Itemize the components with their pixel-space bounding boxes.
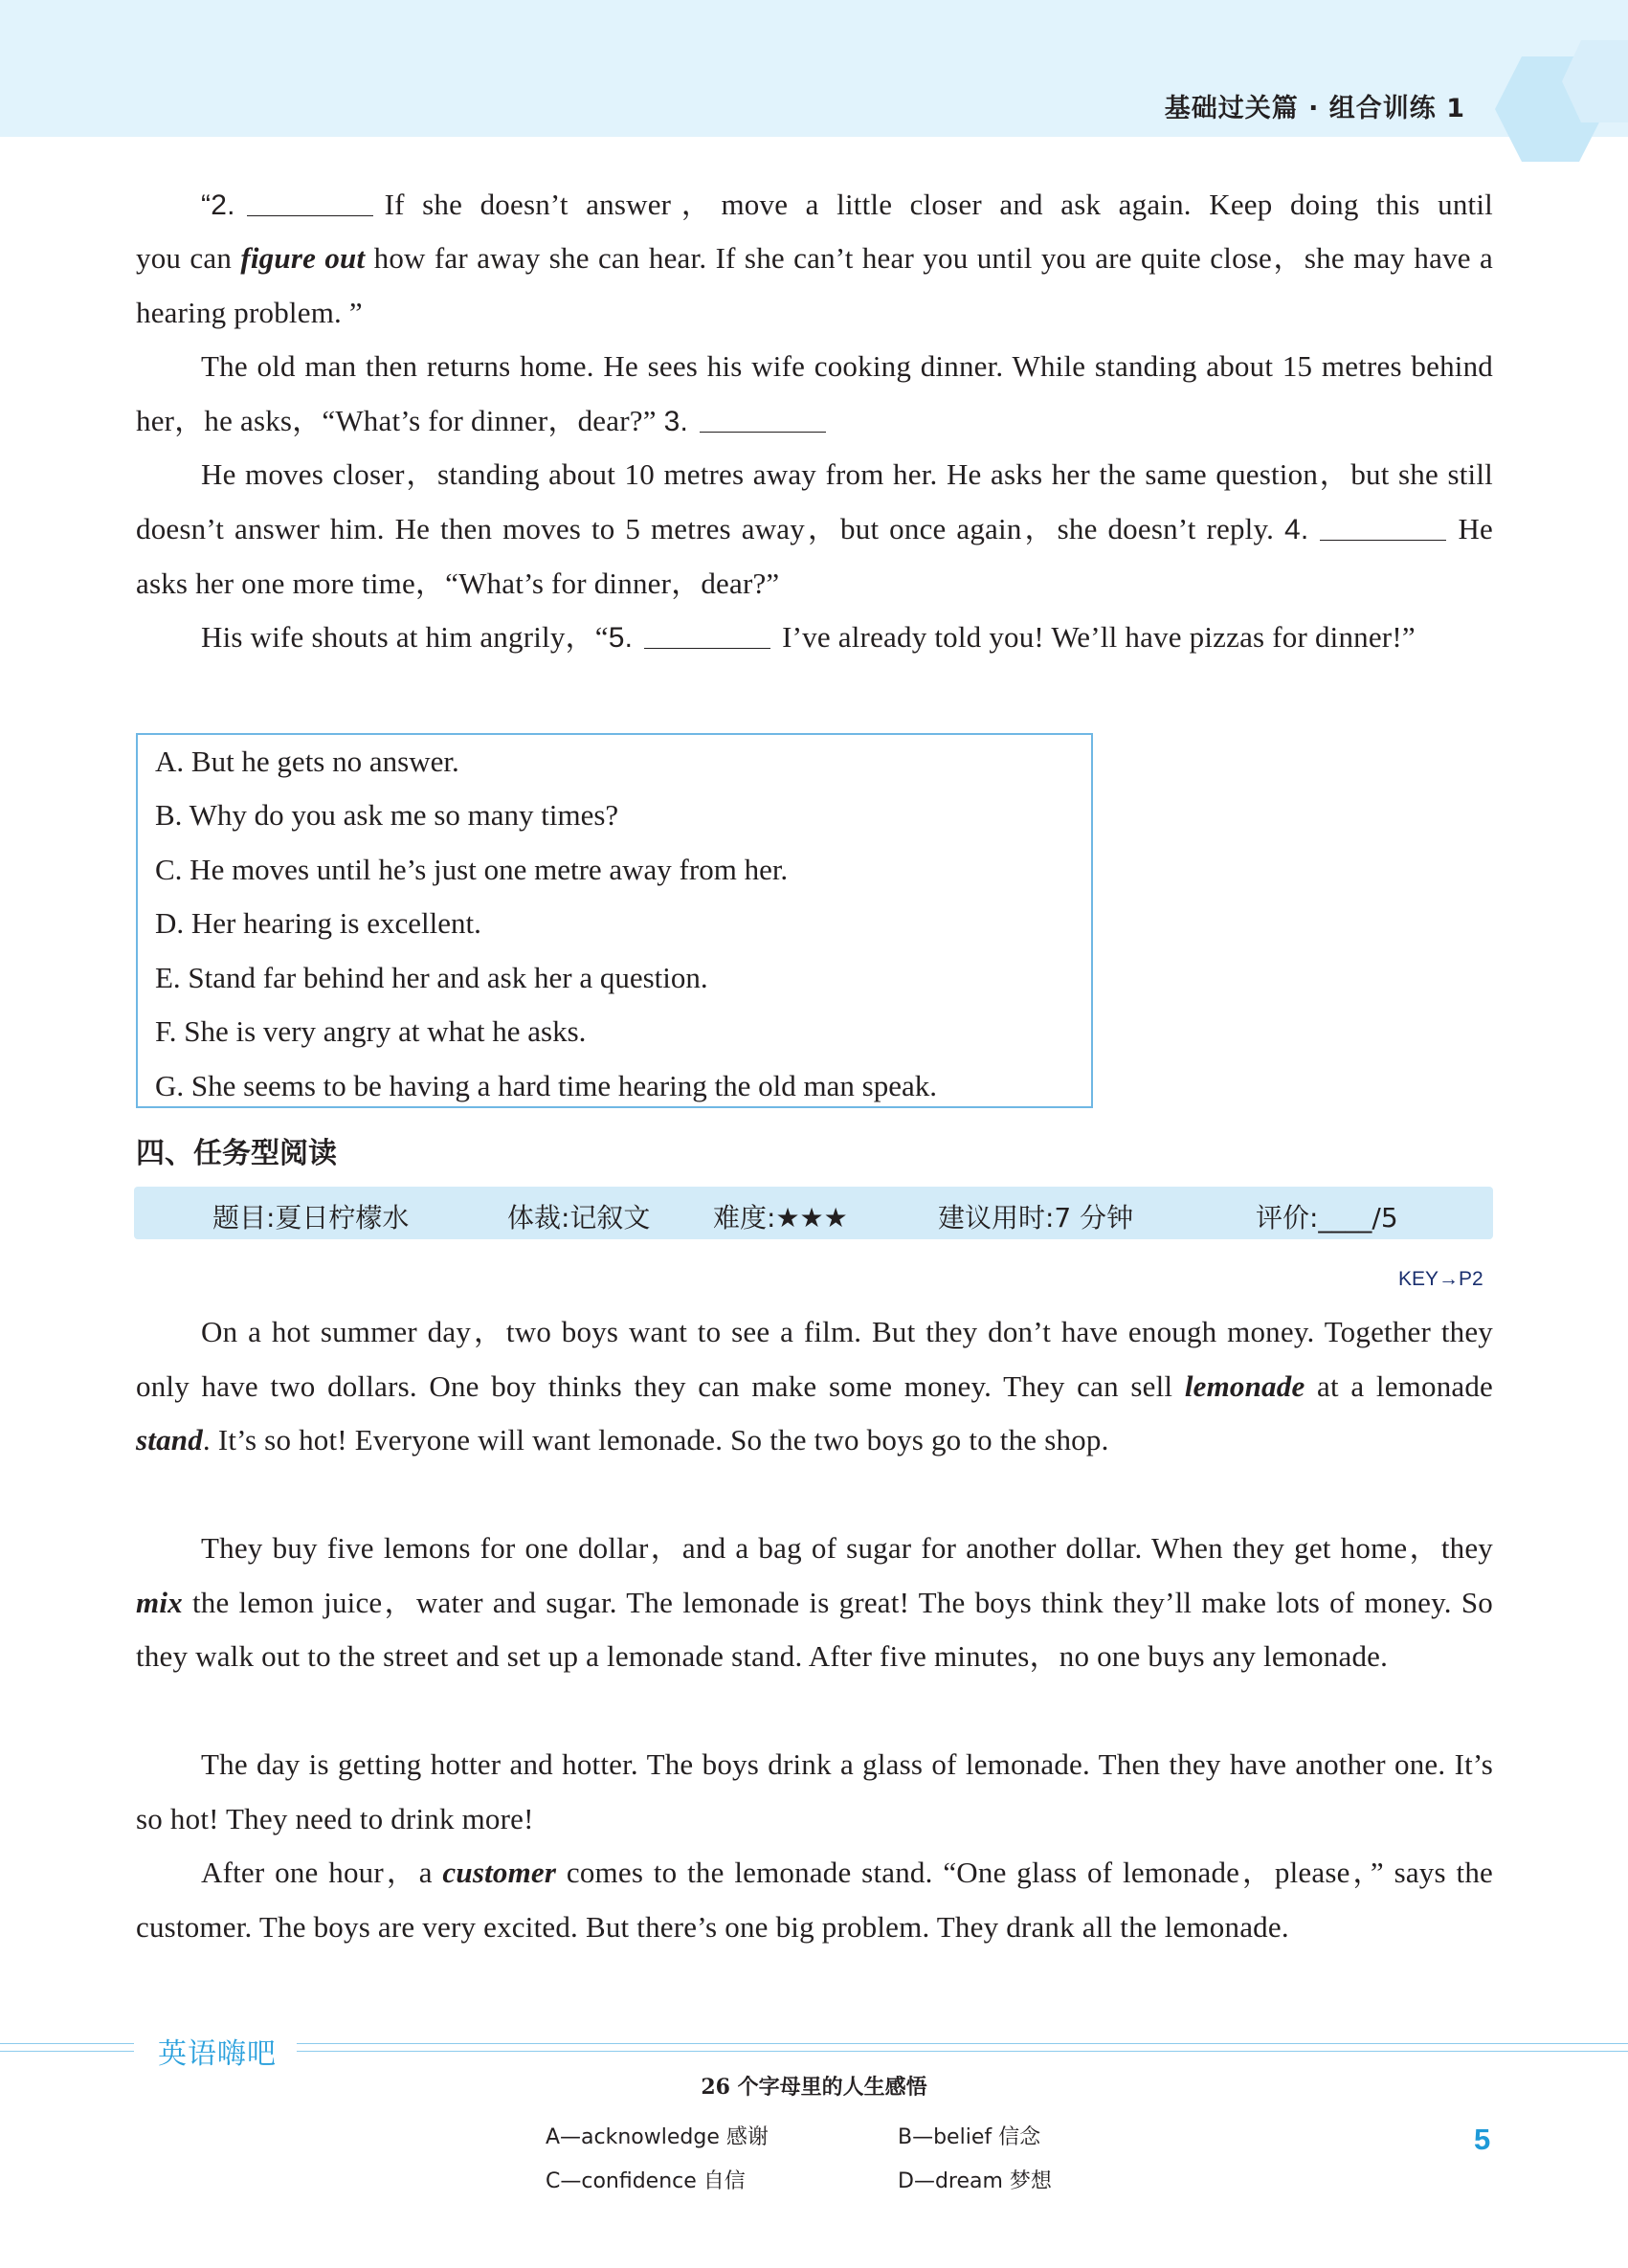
passage-paragraph: After one hour，a customer comes to the lemonade stand. “One glass of lemonade，please，” says the customer. The boys are very excited. But there’s one big problem. They drank all the lemonade. xyxy=(136,1856,1494,1944)
footer-item: C—confidence 自信 xyxy=(546,2169,746,2193)
bold-vocab: mix xyxy=(136,1585,183,1619)
footer-brand: 英语嗨吧 xyxy=(158,2037,277,2071)
topic-label: 题目:夏日柠檬水 xyxy=(212,1202,410,1234)
footer-item: B—belief 信念 xyxy=(898,2125,1041,2149)
footer-divider xyxy=(297,2043,1628,2044)
question-number: 5. xyxy=(608,622,634,654)
page-number: 5 xyxy=(1474,2123,1491,2156)
task-info-bar xyxy=(134,1187,1493,1239)
section-heading: 四、任务型阅读 xyxy=(136,1137,337,1170)
answer-blank[interactable] xyxy=(247,187,373,216)
passage-paragraph: The old man then returns home. He sees his wife cooking dinner. While standing about 15 metres behind her，he asks，“What’s for dinner，dear?” 3. xyxy=(136,349,1493,437)
page-section-title: 基础过关篇 · 组合训练 1 xyxy=(1164,94,1465,123)
score-label: 评价:____/5 xyxy=(1256,1202,1398,1234)
answer-blank[interactable] xyxy=(700,403,826,433)
option-d: D. Her hearing is excellent. xyxy=(155,906,481,940)
passage-paragraph: you can figure out how far away she can hear. If she can’t hear you until you are quite close，she may have a hearing problem. ” xyxy=(136,241,1494,329)
footer-divider xyxy=(297,2051,1628,2052)
passage-paragraph: His wife shouts at him angrily，“5. I’ve already told you! We’ll have pizzas for dinner!” xyxy=(201,620,1416,654)
option-a: A. But he gets no answer. xyxy=(155,745,459,778)
difficulty-label: 难度:★★★ xyxy=(713,1202,848,1234)
passage-paragraph: The day is getting hotter and hotter. The boys drink a glass of lemonade. Then they have another one. It’s so hot! They need to drink more! xyxy=(136,1747,1493,1835)
passage-paragraph: On a hot summer day，two boys want to see a film. But they don’t have enough money. Together they only have two dollars. One boy thinks they can make some money. They can sell lemonade at a lemonade stand. It’s so hot! Everyone will want lemonade. So the two boys go to the shop. xyxy=(136,1315,1494,1456)
option-f: F. She is very angry at what he asks. xyxy=(155,1014,587,1048)
time-label: 建议用时:7 分钟 xyxy=(938,1202,1134,1234)
question-number: 3. xyxy=(663,405,689,437)
genre-label: 体裁:记叙文 xyxy=(507,1202,651,1234)
footer-item: A—acknowledge 感谢 xyxy=(546,2125,769,2149)
passage-paragraph: They buy five lemons for one dollar，and a bag of sugar for another dollar. When they get home，they mix the lemon juice，water and sugar. The lemonade is great! The boys think they’ll make lots of money. So they walk out to the street and set up a lemonade stand. After five minutes，no one buys any lemonade. xyxy=(136,1531,1493,1673)
bold-vocab: customer xyxy=(442,1856,557,1889)
passage-paragraph: “2. If she doesn’t answer，move a little closer and ask again. Keep doing this until xyxy=(201,188,1493,221)
footer-divider xyxy=(0,2051,134,2052)
hexagon-decoration-small xyxy=(1562,38,1628,124)
option-g: G. She seems to be having a hard time hearing the old man speak. xyxy=(155,1069,937,1102)
question-number: 4. xyxy=(1284,513,1309,545)
footer-item: D—dream 梦想 xyxy=(898,2169,1052,2193)
footer-divider xyxy=(0,2043,134,2044)
question-number: “2. xyxy=(201,189,235,221)
answer-blank[interactable] xyxy=(644,619,770,649)
options-box xyxy=(136,733,1093,1108)
footer-heading: 26 个字母里的人生感悟 xyxy=(701,2075,927,2100)
bold-vocab: lemonade xyxy=(1184,1368,1305,1403)
answer-blank[interactable] xyxy=(1320,511,1446,541)
answer-key-reference[interactable]: KEY→P2 xyxy=(1398,1268,1483,1290)
bold-vocab: stand xyxy=(136,1423,203,1456)
star-icon: ★★★ xyxy=(775,1202,848,1234)
option-e: E. Stand far behind her and ask her a question. xyxy=(155,961,708,994)
option-b: B. Why do you ask me so many times? xyxy=(155,798,619,832)
bold-vocab: figure out xyxy=(240,241,366,275)
option-c: C. He moves until he’s just one metre away from her. xyxy=(155,853,789,886)
passage-paragraph: He moves closer，standing about 10 metres away from her. He asks her the same question，but she still doesn’t answer him. He then moves to 5 metres away，but once again，she doesn’t reply. 4. He asks her one more time，“What’s for dinner，dear?” xyxy=(136,457,1493,600)
